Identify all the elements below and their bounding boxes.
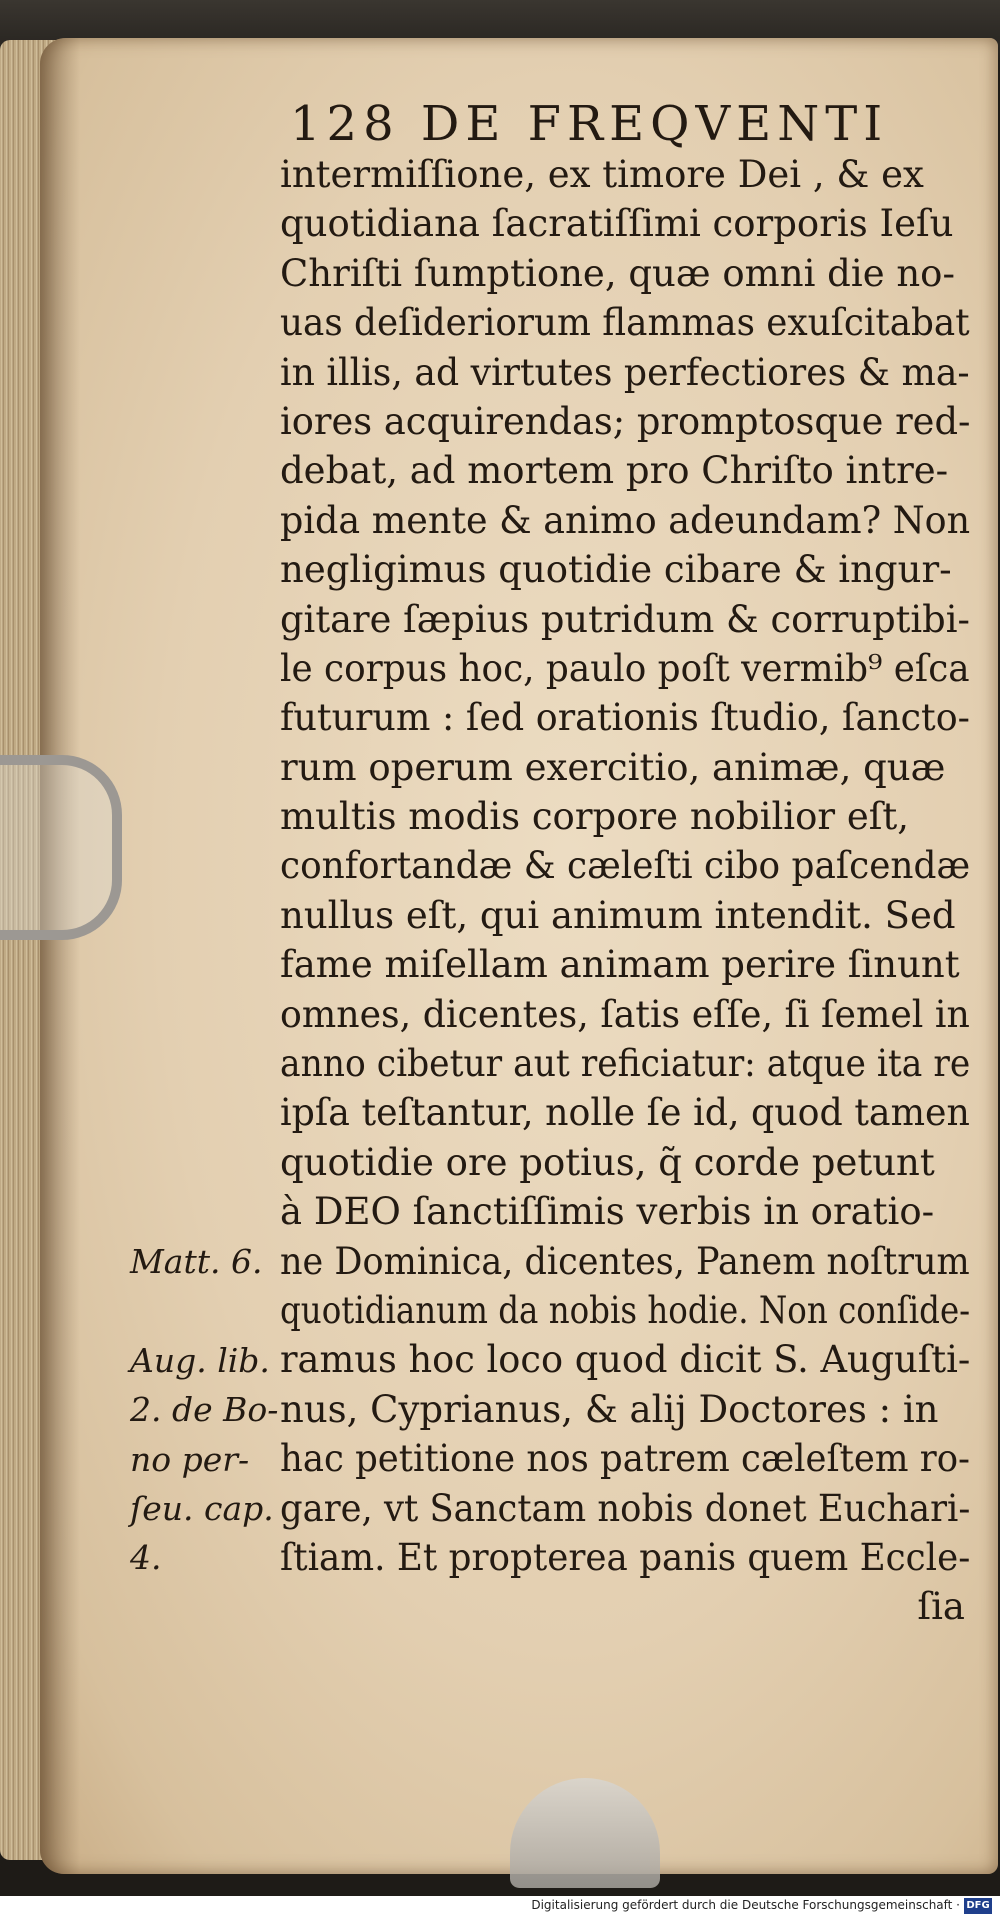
text-line: pida mente & animo adeundam? Non [280, 498, 971, 542]
margin-note: 2. de Bo- [130, 1390, 279, 1430]
text-line: omnes, dicentes, ſatis eſſe, ſi ſemel in [280, 992, 970, 1036]
text-line: ipſa teſtantur, nolle ſe id, quod tamen [280, 1091, 970, 1135]
text-line: hac petitione nos patrem cæleſtem ro- [280, 1437, 971, 1481]
text-line: Chriſti ſumptione, quæ omni die no- [280, 251, 955, 295]
text-line: confortandæ & cæleſti cibo paſcendæ [280, 844, 971, 888]
text-line: quotidie ore potius, q̃ corde petunt [280, 1140, 935, 1184]
text-line: debat, ad mortem pro Chriſto intre- [280, 449, 949, 493]
footer-bar [0, 1896, 1000, 1918]
body-text [280, 150, 970, 1632]
text-line: fame miſellam animam perire ſinunt [280, 943, 960, 987]
text-line: nullus eſt, qui animum intendit. Sed [280, 893, 956, 937]
text-line: ne Dominica, dicentes, Panem noſtrum [280, 1239, 970, 1283]
text-line: à DEO ſanctiſſimis verbis in oratio- [280, 1190, 935, 1234]
text-line: quotidiana ſacratiſſimi corporis Ieſu [280, 202, 954, 246]
text-line: gare, vt Sanctam nobis donet Euchari- [280, 1486, 971, 1530]
text-line: in illis, ad virtutes perfectiores & ma- [280, 350, 970, 394]
margin-note: no per- [130, 1439, 250, 1479]
text-line: negligimus quotidie cibare & ingur- [280, 548, 952, 592]
margin-note: Matt. 6. [130, 1242, 263, 1281]
text-line: nus, Cyprianus, & alij Doctores : in [280, 1387, 939, 1431]
page-clip-left [0, 755, 122, 940]
text-line: ramus hoc loco quod dicit S. Auguſti- [280, 1338, 971, 1382]
text-line: anno cibetur aut reficiatur: atque ita re [280, 1042, 971, 1086]
text-line: le corpus hoc, paulo poſt vermib⁹ eſca [280, 646, 970, 690]
dfg-logo-icon: DFG [964, 1898, 992, 1914]
spine-shadow [40, 38, 80, 1874]
text-line: gitare ſæpius putridum & corruptibi- [280, 597, 970, 641]
margin-note: ſeu. cap. [130, 1488, 274, 1528]
text-line: futurum : ſed orationis ſtudio, ſancto- [280, 696, 970, 740]
text-line: uas deſideriorum flammas exuſcitabat [280, 301, 970, 345]
text-line: intermiſſione, ex timore Dei , & ex [280, 153, 924, 196]
running-head: 128 DE FREQVENTI [290, 96, 889, 152]
text-line: iores acquirendas; promptosque red- [280, 399, 971, 443]
margin-note [130, 1286, 280, 1335]
catchword: ſia [917, 1585, 965, 1629]
text-line: multis modis corpore nobilior eſt, [280, 795, 910, 839]
margin-notes [130, 1237, 280, 1583]
footer-credit: Digitalisierung gefördert durch die Deutsche Forschungsgemeinschaft · [531, 1898, 960, 1912]
text-line: quotidianum da nobis hodie. Non conſide- [280, 1288, 971, 1332]
text-line: ſtiam. Et propterea panis quem Eccle- [280, 1535, 971, 1579]
margin-note: Aug. lib. [130, 1340, 270, 1380]
text-line: rum operum exercitio, animæ, quæ [280, 745, 946, 789]
margin-note: 4. [130, 1538, 162, 1578]
